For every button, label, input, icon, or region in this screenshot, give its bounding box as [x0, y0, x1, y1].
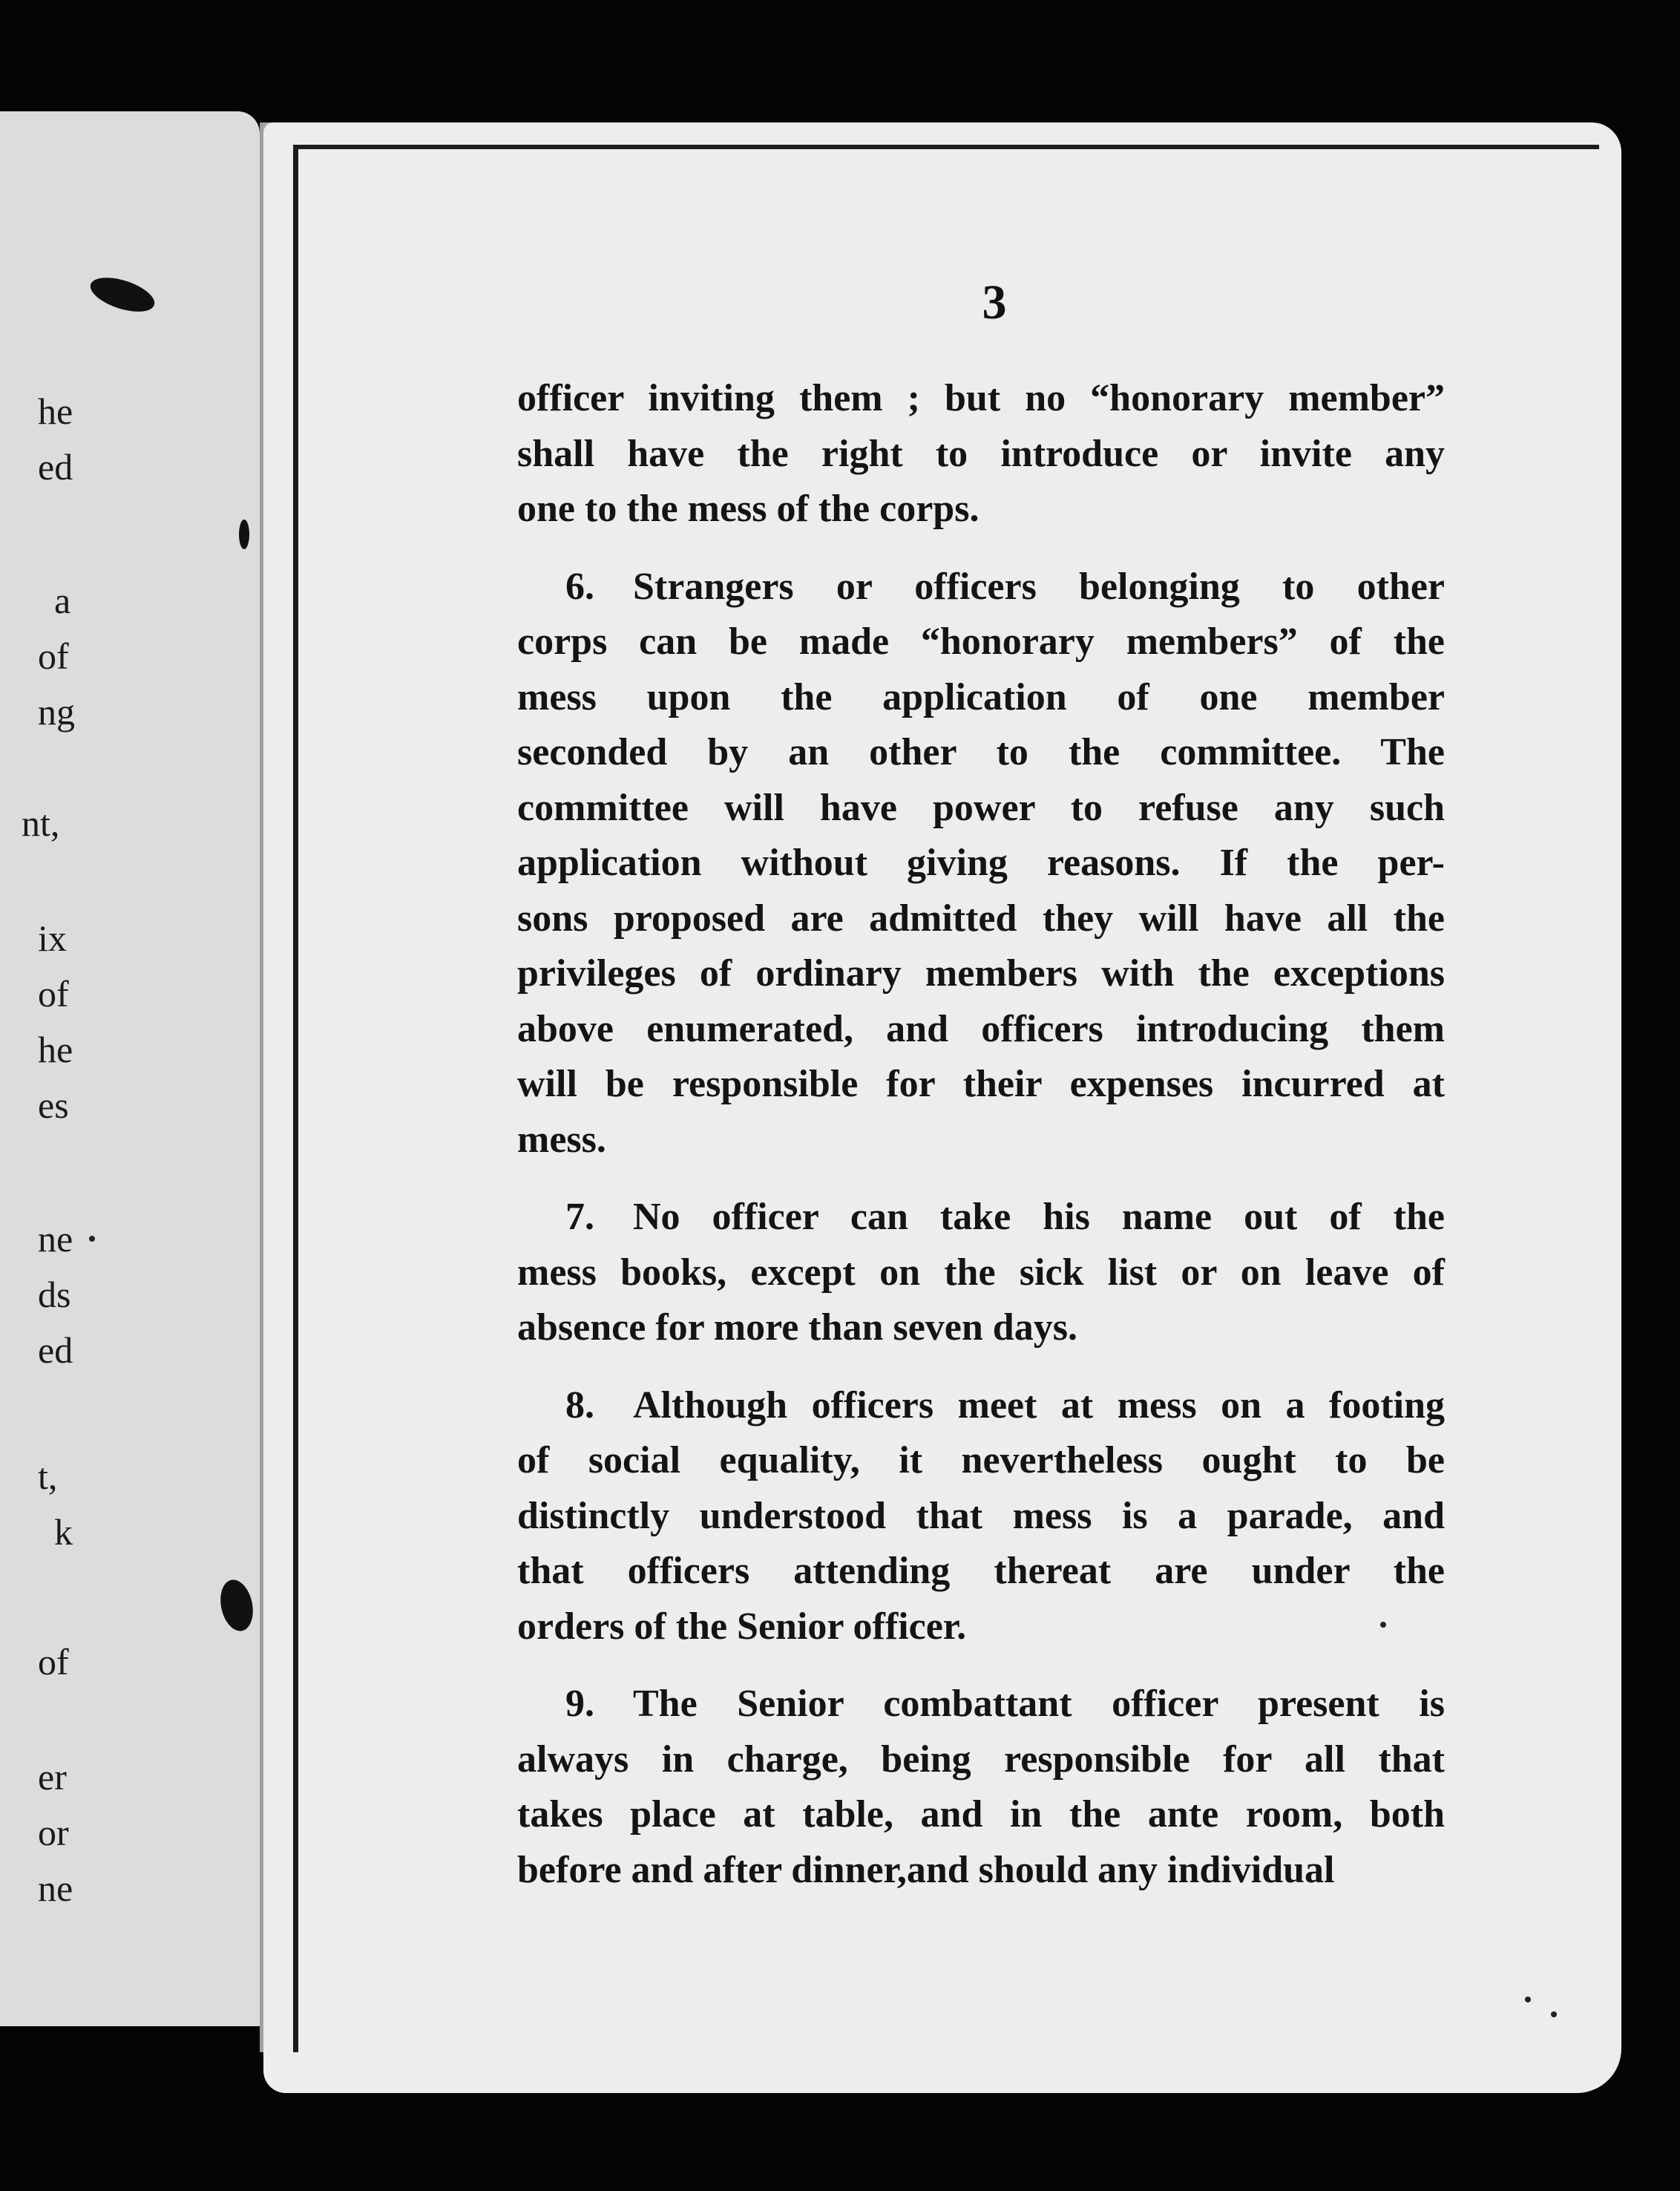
- page-number: 3: [982, 275, 1007, 330]
- text-line: before and after dinner,and should any individual: [517, 1848, 1335, 1891]
- previous-page-fragment: or: [38, 1812, 69, 1853]
- text-line: Strangers or officers belonging to other: [633, 565, 1445, 608]
- page-border-top: [293, 145, 1599, 149]
- previous-page-fragment: t,: [38, 1455, 58, 1497]
- previous-page-fragment: ne: [38, 1218, 73, 1260]
- previous-page-fragment: of: [38, 635, 69, 677]
- previous-page-fragment: ng: [38, 691, 75, 733]
- previous-page-fragment: ed: [38, 446, 73, 488]
- previous-page-fragment: ne: [38, 1867, 73, 1909]
- text-line: one to the mess of the corps.: [517, 488, 980, 530]
- previous-page-fragment: es: [38, 1084, 69, 1126]
- previous-page-fragment: nt,: [22, 802, 60, 844]
- previous-page-fragment: he: [38, 390, 73, 432]
- paragraph-first-line: [517, 560, 1445, 615]
- previous-page-fragment: he: [38, 1029, 73, 1070]
- previous-page-fragment: k: [54, 1511, 73, 1553]
- paragraph: [517, 371, 1445, 537]
- previous-page-fragment: a: [54, 580, 71, 621]
- text-line: corps can be made “honorary members” of the: [517, 620, 1445, 663]
- previous-page-fragment: of: [38, 1641, 69, 1683]
- numbered-paragraph: [517, 1378, 1445, 1655]
- text-line: shall have the right to introduce or invite any: [517, 432, 1445, 475]
- ink-blot: [239, 520, 249, 549]
- previous-page-fragment: ed: [38, 1329, 73, 1371]
- paragraph-number: 6.: [565, 565, 594, 608]
- text-line: No officer can take his name out of the: [633, 1196, 1445, 1238]
- text-line: application without giving reasons. If the per-: [517, 842, 1445, 884]
- text-line: mess.: [517, 1118, 606, 1161]
- paragraph-first-line: [517, 1190, 1445, 1245]
- text-line: always in charge, being responsible for all that: [517, 1738, 1445, 1781]
- text-line: mess upon the application of one member: [517, 675, 1445, 718]
- previous-page-fragment: er: [38, 1756, 67, 1798]
- previous-page: [0, 111, 260, 2026]
- text-line: that officers attending thereat are under the: [517, 1550, 1445, 1592]
- numbered-paragraph: [517, 1677, 1445, 1898]
- text-line: orders of the Senior officer.: [517, 1605, 967, 1648]
- paragraph-number: 8.: [565, 1383, 594, 1427]
- previous-page-fragment: ds: [38, 1274, 71, 1315]
- text-line: Although officers meet at mess on a footing: [633, 1383, 1445, 1427]
- paragraph-number: 9.: [565, 1683, 594, 1725]
- page-border-left: [293, 145, 298, 2052]
- numbered-paragraph: [517, 1190, 1445, 1356]
- text-line: of social equality, it nevertheless ought to be: [517, 1439, 1445, 1481]
- text-line: above enumerated, and officers introducing them: [517, 1007, 1445, 1050]
- previous-page-fragment: ix: [38, 917, 67, 959]
- text-line: mess books, except on the sick list or on leave of: [517, 1251, 1445, 1294]
- text-line: takes place at table, and in the ante room, both: [517, 1793, 1445, 1835]
- paragraph-number: 7.: [565, 1196, 594, 1238]
- paragraph-first-line: [517, 1677, 1445, 1732]
- previous-page-text-fragments: [0, 111, 260, 2026]
- numbered-paragraph: [517, 560, 1445, 1168]
- text-line: absence for more than seven days.: [517, 1306, 1077, 1349]
- text-line: The Senior combattant officer present is: [633, 1683, 1445, 1725]
- text-line: privileges of ordinary members with the exceptions: [517, 952, 1445, 995]
- text-line: seconded by an other to the committee. The: [517, 731, 1445, 773]
- text-line: will be responsible for their expenses incurred at: [517, 1063, 1445, 1105]
- text-line: committee will have power to refuse any such: [517, 786, 1445, 829]
- text-line: sons proposed are admitted they will have all the: [517, 897, 1445, 940]
- text-line: officer inviting them ; but no “honorary member”: [517, 377, 1445, 419]
- paragraph-first-line: [517, 1378, 1445, 1434]
- previous-page-fragment: of: [38, 973, 69, 1015]
- text-line: distinctly understood that mess is a parade, and: [517, 1494, 1445, 1537]
- page-text: [517, 371, 1445, 1920]
